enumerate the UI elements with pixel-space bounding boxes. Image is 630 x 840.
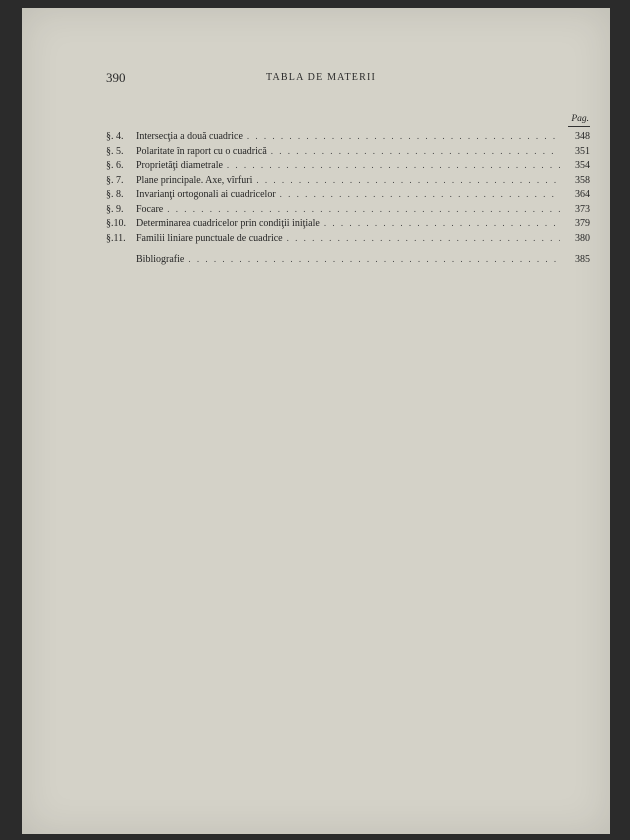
toc-title: Plane principale. Axe, vîrfuri	[136, 174, 253, 186]
running-title: TABLA DE MATERII	[265, 72, 377, 83]
pag-column-label: Pag.	[571, 114, 589, 124]
toc-section: §.10.	[106, 218, 126, 229]
toc-page: 351	[575, 145, 590, 157]
toc-title: Focare	[136, 203, 164, 215]
toc-entry	[106, 158, 590, 173]
leader-dots	[280, 187, 560, 202]
toc-page: 364	[575, 189, 590, 200]
toc-page: 348	[575, 131, 590, 142]
toc-entry	[106, 129, 590, 144]
toc-title: Proprietăţi diametrale	[136, 160, 223, 171]
toc-page: 385	[575, 254, 590, 265]
toc-page: 380	[575, 232, 590, 244]
toc-entry	[106, 216, 590, 231]
toc-entry	[106, 144, 590, 159]
toc-title: Determinarea cuadricelor prin condiţii iniţiale	[136, 218, 320, 229]
leader-dots	[271, 144, 560, 159]
toc-entry	[106, 202, 590, 217]
book-page	[22, 8, 610, 834]
toc-title: Invarianţi ortogonali ai cuadricelor	[136, 189, 276, 200]
toc-section: §.11.	[106, 232, 126, 244]
toc-page: 379	[575, 218, 590, 229]
leader-dots	[167, 202, 560, 217]
leader-dots	[287, 231, 560, 246]
leader-dots	[324, 216, 560, 231]
toc-section: §. 5.	[106, 145, 124, 157]
toc-page: 358	[575, 174, 590, 186]
toc-section: §. 8.	[106, 189, 124, 200]
pag-column-rule	[568, 126, 590, 127]
leader-dots	[256, 173, 560, 188]
toc-title: Familii liniare punctuale de cuadrice	[136, 232, 283, 244]
toc-page: 373	[575, 203, 590, 215]
toc-entry	[106, 173, 590, 188]
leader-dots	[188, 252, 560, 267]
toc-section: §. 9.	[106, 203, 124, 215]
toc-section: §. 4.	[106, 131, 124, 142]
toc-entry	[106, 231, 590, 246]
leader-dots	[227, 158, 560, 173]
toc-bibliography-entry	[106, 252, 590, 267]
table-of-contents	[106, 112, 590, 267]
toc-title: Intersecţia a două cuadrice	[136, 131, 243, 142]
toc-title: Bibliografie	[136, 254, 185, 265]
toc-title: Polaritate în raport cu o cuadrică	[136, 145, 267, 157]
page-header	[106, 70, 536, 88]
page-number: 390	[106, 70, 126, 85]
toc-section: §. 7.	[106, 174, 124, 186]
toc-page: 354	[575, 160, 590, 171]
leader-dots	[247, 129, 560, 144]
toc-entry	[106, 187, 590, 202]
toc-section: §. 6.	[106, 160, 124, 171]
